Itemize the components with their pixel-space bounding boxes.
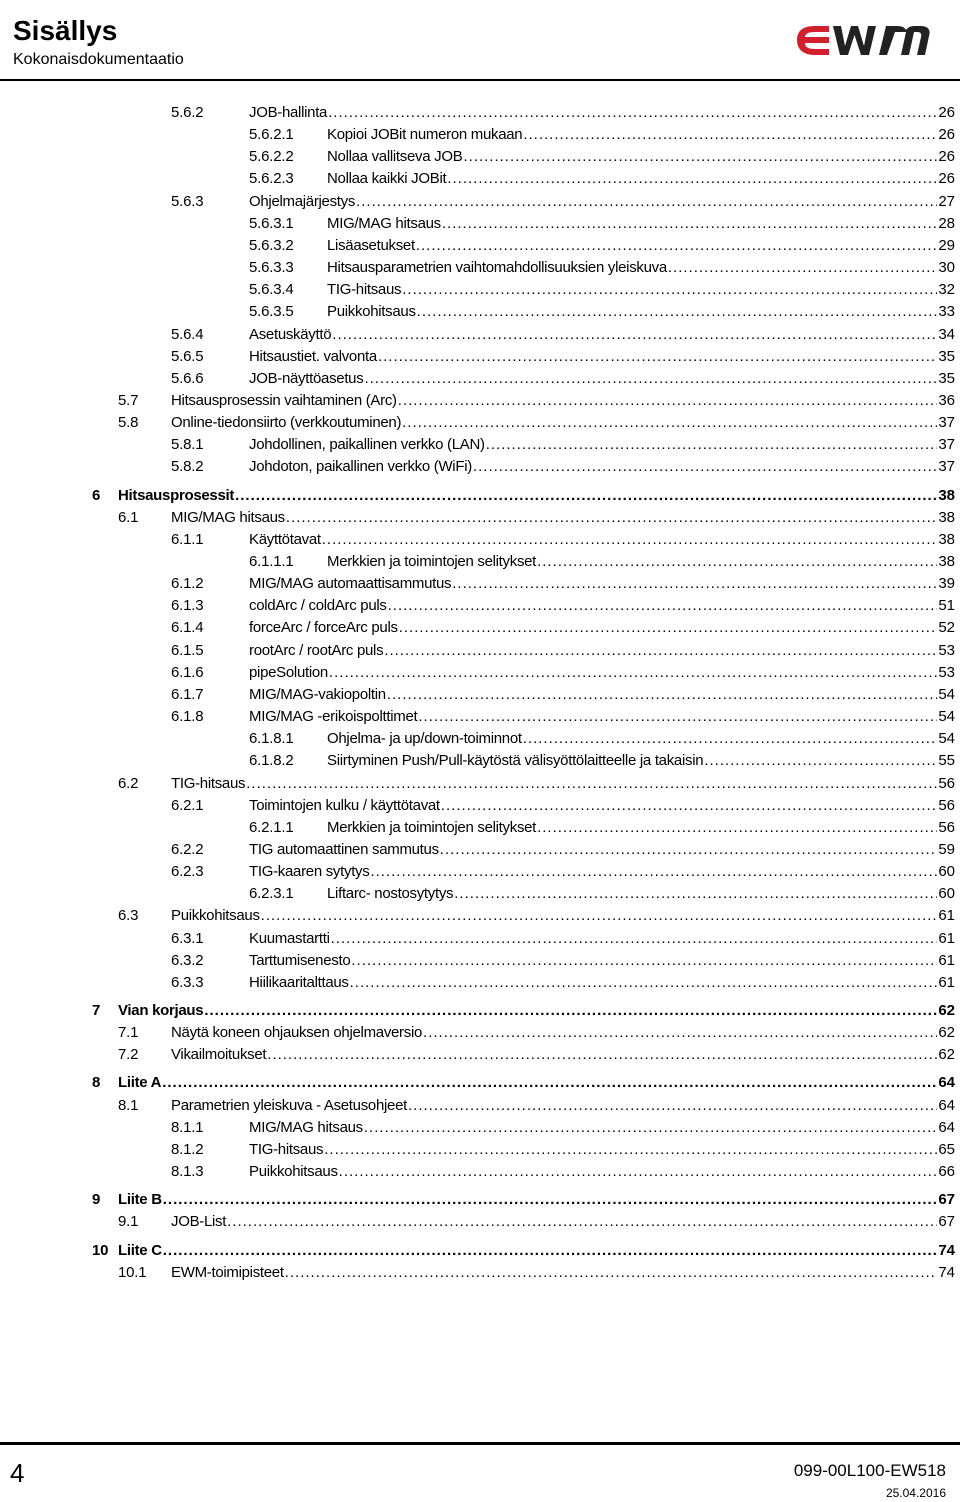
toc-entry-page: 62 xyxy=(938,1024,955,1042)
dot-leader xyxy=(324,1140,937,1160)
toc-entry-page: 64 xyxy=(938,1096,955,1114)
toc-entry-page: 33 xyxy=(938,303,955,321)
dot-leader xyxy=(452,574,937,594)
toc-entry-number: 9.1 xyxy=(118,1213,139,1231)
toc-entry[interactable] xyxy=(92,1073,955,1093)
toc-entry[interactable] xyxy=(171,574,955,594)
toc-entry-page: 61 xyxy=(938,973,955,991)
toc-entry-page: 27 xyxy=(938,192,955,210)
toc-entry-number: 6 xyxy=(92,486,101,504)
toc-entry[interactable] xyxy=(171,951,955,971)
dot-leader xyxy=(442,214,937,234)
toc-entry[interactable] xyxy=(249,258,955,278)
toc-entry-page: 67 xyxy=(938,1191,955,1209)
toc-entry-page: 64 xyxy=(938,1118,955,1136)
toc-entry-title: Johdoton, paikallinen verkko (WiFi) xyxy=(249,458,472,476)
dot-leader xyxy=(227,1212,937,1232)
header-divider xyxy=(0,79,960,81)
toc-entry-page: 54 xyxy=(938,685,955,703)
toc-entry-title: Nollaa vallitseva JOB xyxy=(327,148,463,166)
toc-entry-title: Merkkien ja toimintojen selitykset xyxy=(327,553,537,570)
dot-leader xyxy=(267,1045,937,1065)
toc-entry-title: Online-tiedonsiirto (verkkoutuminen) xyxy=(171,414,402,432)
toc-entry-number: 5.7 xyxy=(118,391,139,409)
toc-entry-page: 56 xyxy=(938,774,955,792)
toc-entry-number: 7.2 xyxy=(118,1046,139,1064)
toc-entry-title: Liite A xyxy=(118,1074,162,1092)
toc-entry[interactable] xyxy=(249,169,955,189)
toc-entry[interactable] xyxy=(118,906,955,926)
toc-entry-page: 36 xyxy=(938,391,955,409)
toc-entry-number: 6.1.7 xyxy=(171,685,204,703)
toc-entry-page: 37 xyxy=(938,458,955,476)
toc-entry-number: 6.1.1.1 xyxy=(249,553,294,570)
toc-entry[interactable] xyxy=(118,774,955,794)
toc-entry-number: 5.6.2.3 xyxy=(249,170,294,188)
toc-entry-number: 9 xyxy=(92,1191,101,1209)
toc-entry-page: 55 xyxy=(938,752,955,770)
toc-entry-title: MIG/MAG hitsaus xyxy=(327,214,441,232)
dot-leader xyxy=(285,1263,938,1283)
toc-entry-number: 6.2.3 xyxy=(171,863,204,881)
dot-leader xyxy=(364,369,937,389)
toc-entry-page: 35 xyxy=(938,347,955,365)
toc-entry-page: 60 xyxy=(938,885,955,903)
toc-entry[interactable] xyxy=(171,1162,955,1182)
dot-leader xyxy=(523,125,937,145)
toc-entry[interactable] xyxy=(92,1241,955,1261)
toc-entry-number: 7.1 xyxy=(118,1024,139,1042)
dot-leader xyxy=(163,1190,938,1210)
toc-entry-title: TIG automaattinen sammutus xyxy=(249,840,439,858)
dot-leader xyxy=(537,552,937,572)
dot-leader xyxy=(486,435,938,455)
toc-entry-number: 5.8.1 xyxy=(171,436,204,454)
toc-entry-number: 5.8 xyxy=(118,414,139,432)
toc-entry-page: 28 xyxy=(938,214,955,232)
toc-entry-title: TIG-hitsaus xyxy=(171,774,246,792)
dot-leader xyxy=(384,641,937,661)
toc-entry[interactable] xyxy=(249,884,955,904)
toc-entry[interactable] xyxy=(249,125,955,145)
toc-entry-title: Liite C xyxy=(118,1241,162,1259)
toc-entry-title: Vian korjaus xyxy=(118,1002,204,1019)
toc-entry-number: 8.1.2 xyxy=(171,1140,204,1158)
toc-entry-page: 26 xyxy=(938,126,955,144)
toc-entry-number: 6.1.5 xyxy=(171,641,204,659)
toc-entry-page: 51 xyxy=(938,597,955,615)
toc-entry-title: MIG/MAG -erikoispolttimet xyxy=(249,708,418,726)
toc-entry[interactable] xyxy=(118,413,955,433)
toc-entry[interactable] xyxy=(171,796,955,816)
toc-entry[interactable] xyxy=(171,435,955,455)
toc-entry-page: 37 xyxy=(938,414,955,432)
dot-leader xyxy=(454,884,937,904)
dot-leader xyxy=(332,325,937,345)
dot-leader xyxy=(235,486,937,506)
toc-entry[interactable] xyxy=(118,1263,955,1283)
toc-entry-title: Vikailmoitukset xyxy=(171,1046,267,1064)
toc-entry[interactable] xyxy=(92,486,955,506)
dot-leader xyxy=(418,707,937,727)
dot-leader xyxy=(328,103,937,123)
toc-entry[interactable] xyxy=(171,369,955,389)
toc-entry[interactable] xyxy=(171,103,955,123)
toc-entry-number: 6.1.2 xyxy=(171,575,204,593)
dot-leader xyxy=(329,663,937,683)
dot-leader xyxy=(704,751,937,771)
toc-entry-page: 53 xyxy=(938,663,955,681)
toc-entry-title: coldArc / coldArc puls xyxy=(249,597,387,615)
dot-leader xyxy=(246,774,937,794)
toc-entry-number: 6.3.2 xyxy=(171,951,204,969)
toc-entry[interactable] xyxy=(171,618,955,638)
toc-entry[interactable] xyxy=(118,1096,955,1116)
toc-entry-title: MIG/MAG hitsaus xyxy=(249,1118,363,1136)
footer-divider xyxy=(0,1442,960,1445)
toc-entry[interactable] xyxy=(249,280,955,300)
toc-entry-number: 5.6.6 xyxy=(171,369,204,387)
toc-entry[interactable] xyxy=(249,729,955,749)
toc-entry-number: 5.6.5 xyxy=(171,347,204,365)
toc-entry[interactable] xyxy=(249,818,955,838)
toc-entry-title: Merkkien ja toimintojen selitykset xyxy=(327,818,537,836)
toc-entry-number: 5.6.2.1 xyxy=(249,126,294,144)
page-header xyxy=(0,0,960,80)
toc-entry-page: 61 xyxy=(938,929,955,947)
toc-entry[interactable] xyxy=(171,192,955,212)
dot-leader xyxy=(447,169,937,189)
dot-leader xyxy=(163,1241,938,1261)
dot-leader xyxy=(416,236,937,256)
toc-entry-number: 6.1.1 xyxy=(171,530,204,548)
toc-entry-page: 65 xyxy=(938,1140,955,1158)
toc-entry-number: 6.1 xyxy=(118,508,139,526)
toc-entry-number: 6.1.8.1 xyxy=(249,730,294,748)
toc-entry-page: 64 xyxy=(938,1074,955,1092)
toc-entry[interactable] xyxy=(118,508,955,528)
toc-entry-number: 8.1.1 xyxy=(171,1118,204,1136)
dot-leader xyxy=(351,951,937,971)
dot-leader xyxy=(350,973,938,993)
toc-entry-page: 26 xyxy=(938,148,955,166)
toc-entry-number: 5.6.2.2 xyxy=(249,148,294,166)
toc-entry-page: 38 xyxy=(938,508,955,526)
toc-entry-page: 56 xyxy=(938,796,955,814)
toc-entry-title: Hitsausprosessin vaihtaminen (Arc) xyxy=(171,391,397,409)
toc-entry-title: Käyttötavat xyxy=(249,530,321,548)
toc-entry-page: 62 xyxy=(938,1046,955,1064)
toc-entry-title: Liite B xyxy=(118,1191,162,1209)
toc-entry-title: Puikkohitsaus xyxy=(171,907,260,925)
toc-entry-number: 5.8.2 xyxy=(171,458,204,476)
toc-entry-number: 6.3.1 xyxy=(171,929,204,947)
toc-entry-number: 6.2.1 xyxy=(171,796,204,814)
toc-entry-title: MIG/MAG automaattisammutus xyxy=(249,575,452,593)
toc-entry-number: 10 xyxy=(92,1241,109,1259)
toc-entry[interactable] xyxy=(171,929,955,949)
toc-entry-page: 62 xyxy=(938,1002,955,1019)
toc-entry[interactable] xyxy=(92,1001,955,1021)
toc-entry-title: MIG/MAG-vakiopoltin xyxy=(249,685,386,703)
toc-entry-page: 32 xyxy=(938,281,955,299)
toc-entry-number: 5.6.3.2 xyxy=(249,236,294,254)
dot-leader xyxy=(261,906,938,926)
toc-entry-title: forceArc / forceArc puls xyxy=(249,619,398,637)
toc-entry-number: 5.6.3.1 xyxy=(249,214,294,232)
page-title: Sisällys xyxy=(13,15,118,46)
toc-entry-number: 7 xyxy=(92,1002,101,1019)
dot-leader xyxy=(402,413,937,433)
toc-entry-title: Johdollinen, paikallinen verkko (LAN) xyxy=(249,436,485,454)
dot-leader xyxy=(440,840,938,860)
toc-entry-title: Toimintojen kulku / käyttötavat xyxy=(249,796,440,814)
toc-entry-number: 6.1.3 xyxy=(171,597,204,615)
page-number: 4 xyxy=(10,1458,25,1488)
toc-entry[interactable] xyxy=(171,596,955,616)
toc-entry-number: 5.6.3 xyxy=(171,192,204,210)
toc-entry-page: 26 xyxy=(938,170,955,188)
toc-entry-page: 74 xyxy=(938,1263,955,1281)
toc-entry-number: 5.6.3.4 xyxy=(249,281,294,299)
toc-entry-page: 38 xyxy=(938,486,955,504)
toc-entry-title: Asetuskäyttö xyxy=(249,325,332,343)
toc-entry[interactable] xyxy=(92,1190,955,1210)
toc-entry[interactable] xyxy=(118,1023,955,1043)
toc-entry-page: 61 xyxy=(938,907,955,925)
toc-entry-number: 5.6.3.3 xyxy=(249,259,294,277)
dot-leader xyxy=(537,818,937,838)
toc-entry[interactable] xyxy=(171,1118,955,1138)
document-number: 099-00L100-EW518 xyxy=(793,1461,946,1480)
toc-entry-title: JOB-List xyxy=(171,1213,227,1231)
toc-entry-page: 54 xyxy=(938,708,955,726)
toc-entry-number: 6.1.6 xyxy=(171,663,204,681)
toc-entry-number: 5.6.4 xyxy=(171,325,204,343)
toc-entry-number: 8 xyxy=(92,1074,101,1092)
toc-entry[interactable] xyxy=(171,840,955,860)
toc-entry-number: 5.6.3.5 xyxy=(249,303,294,321)
dot-leader xyxy=(331,929,938,949)
toc-entry-title: Hitsausparametrien vaihtomahdollisuuksien yleiskuva xyxy=(327,259,667,277)
toc-entry-number: 6.2.3.1 xyxy=(249,885,294,903)
toc-entry-title: Hiilikaaritalttaus xyxy=(249,973,349,991)
toc-entry-title: Hitsausprosessit xyxy=(118,486,235,504)
toc-entry[interactable] xyxy=(171,530,955,550)
toc-entry-page: 52 xyxy=(938,619,955,637)
dot-leader xyxy=(286,508,937,528)
toc-entry[interactable] xyxy=(249,214,955,234)
toc-entry-title: TIG-kaaren sytytys xyxy=(249,863,370,881)
toc-entry[interactable] xyxy=(249,302,955,322)
toc-entry-page: 38 xyxy=(938,530,955,548)
toc-entry-title: Näytä koneen ohjauksen ohjelmaversio xyxy=(171,1024,423,1042)
toc-entry-page: 34 xyxy=(938,325,955,343)
toc-entry-number: 6.2.1.1 xyxy=(249,818,294,836)
toc-entry-page: 35 xyxy=(938,369,955,387)
toc-entry-title: EWM-toimipisteet xyxy=(171,1263,284,1281)
toc-entry-page: 67 xyxy=(938,1213,955,1231)
toc-entry[interactable] xyxy=(249,751,955,771)
toc-entry[interactable] xyxy=(171,457,955,477)
toc-entry[interactable] xyxy=(118,1045,955,1065)
toc-entry[interactable] xyxy=(171,707,955,727)
toc-entry-page: 38 xyxy=(938,553,955,570)
toc-entry-number: 6.2.2 xyxy=(171,840,204,858)
dot-leader xyxy=(463,147,937,167)
toc-entry-number: 6.2 xyxy=(118,774,139,792)
toc-entry-page: 66 xyxy=(938,1163,955,1181)
toc-entry[interactable] xyxy=(171,685,955,705)
toc-entry-number: 6.3 xyxy=(118,907,139,925)
dot-leader xyxy=(162,1073,937,1093)
toc-entry-page: 56 xyxy=(938,818,955,836)
toc-entry-title: Ohjelma- ja up/down-toiminnot xyxy=(327,730,522,748)
toc-entry[interactable] xyxy=(171,1140,955,1160)
toc-entry-title: JOB-näyttöasetus xyxy=(249,369,364,387)
dot-leader xyxy=(388,596,938,616)
page-subtitle: Kokonaisdokumentaatio xyxy=(13,51,184,68)
toc-entry-page: 54 xyxy=(938,730,955,748)
toc-entry-number: 6.1.8 xyxy=(171,708,204,726)
toc-entry[interactable] xyxy=(171,973,955,993)
dot-leader xyxy=(402,280,937,300)
toc-entry-title: JOB-hallinta xyxy=(249,104,328,121)
toc-entry-title: Siirtyminen Push/Pull-käytöstä välisyöttölaitteelle ja takaisin xyxy=(327,752,704,770)
toc-entry-number: 8.1.3 xyxy=(171,1163,204,1181)
toc-entry-title: MIG/MAG hitsaus xyxy=(171,508,285,526)
toc-entry-number: 10.1 xyxy=(118,1263,147,1281)
toc-entry-number: 6.1.4 xyxy=(171,619,204,637)
toc-entry-title: Liftarc- nostosytytys xyxy=(327,885,454,903)
toc-entry[interactable] xyxy=(118,391,955,411)
toc-entry-number: 6.1.8.2 xyxy=(249,752,294,770)
dot-leader xyxy=(441,796,938,816)
toc-entry-title: TIG-hitsaus xyxy=(249,1140,324,1158)
toc-entry-title: Kopioi JOBit numeron mukaan xyxy=(327,126,523,144)
toc-entry[interactable] xyxy=(249,552,955,572)
toc-entry-page: 74 xyxy=(938,1241,955,1259)
toc-entry-page: 26 xyxy=(938,104,955,121)
dot-leader xyxy=(370,862,937,882)
toc-entry-title: Puikkohitsaus xyxy=(327,303,416,321)
dot-leader xyxy=(399,618,938,638)
toc-entry[interactable] xyxy=(249,147,955,167)
toc-entry-number: 8.1 xyxy=(118,1096,139,1114)
toc-entry[interactable] xyxy=(171,862,955,882)
toc-entry-page: 53 xyxy=(938,641,955,659)
toc-entry-page: 61 xyxy=(938,951,955,969)
toc-entry-page: 29 xyxy=(938,236,955,254)
dot-leader xyxy=(473,457,937,477)
toc-entry-title: Hitsaustiet. valvonta xyxy=(249,347,377,365)
dot-leader xyxy=(356,192,937,212)
toc-entry-title: Kuumastartti xyxy=(249,929,330,947)
toc-entry[interactable] xyxy=(171,347,955,367)
toc-entry[interactable] xyxy=(171,325,955,345)
dot-leader xyxy=(387,685,937,705)
toc-entry-title: Nollaa kaikki JOBit xyxy=(327,170,447,188)
document-date: 25.04.2016 xyxy=(885,1486,946,1500)
toc-entry-title: pipeSolution xyxy=(249,663,328,681)
dot-leader xyxy=(364,1118,937,1138)
toc-entry-title: TIG-hitsaus xyxy=(327,281,402,299)
dot-leader xyxy=(423,1023,937,1043)
dot-leader xyxy=(408,1096,937,1116)
toc-entry-number: 6.3.3 xyxy=(171,973,204,991)
toc-entry-page: 30 xyxy=(938,259,955,277)
toc-entry[interactable] xyxy=(249,236,955,256)
toc-entry[interactable] xyxy=(118,1212,955,1232)
dot-leader xyxy=(417,302,938,322)
dot-leader xyxy=(523,729,938,749)
dot-leader xyxy=(398,391,938,411)
toc-entry-title: Puikkohitsaus xyxy=(249,1163,338,1181)
toc-entry[interactable] xyxy=(171,663,955,683)
dot-leader xyxy=(322,530,938,550)
toc-entry[interactable] xyxy=(171,641,955,661)
toc-entry-title: Ohjelmajärjestys xyxy=(249,192,356,210)
dot-leader xyxy=(204,1001,937,1021)
toc-entry-title: rootArc / rootArc puls xyxy=(249,641,384,659)
dot-leader xyxy=(339,1162,938,1182)
toc-entry-page: 39 xyxy=(938,575,955,593)
toc-entry-page: 37 xyxy=(938,436,955,454)
toc-entry-title: Tarttumisenesto xyxy=(249,951,351,969)
dot-leader xyxy=(378,347,937,367)
toc-entry-number: 5.6.2 xyxy=(171,104,204,121)
toc-entry-page: 60 xyxy=(938,863,955,881)
toc-entry-title: Parametrien yleiskuva - Asetusohjeet xyxy=(171,1096,407,1114)
toc-entry-title: Lisäasetukset xyxy=(327,236,415,254)
ewm-logo xyxy=(795,22,935,58)
dot-leader xyxy=(668,258,937,278)
toc-entry-page: 59 xyxy=(938,840,955,858)
